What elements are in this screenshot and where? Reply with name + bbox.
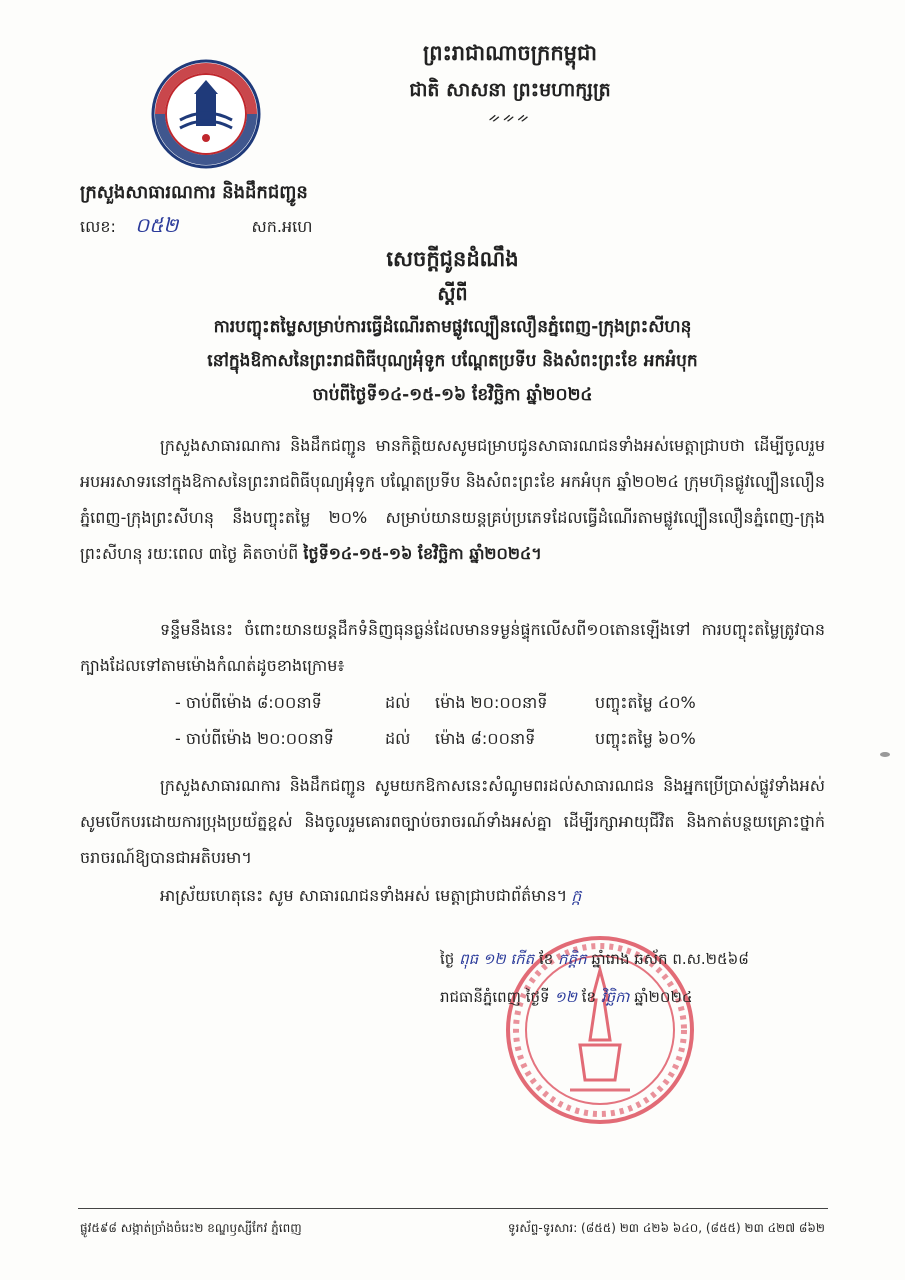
schedule-from: - ចាប់ពីម៉ោង ២០:០០នាទី: [175, 729, 334, 748]
scan-speck: [880, 752, 890, 757]
schedule-row: [175, 728, 775, 758]
ref-label: លេខ:: [80, 217, 116, 236]
footer-divider: [78, 1208, 828, 1209]
subject-line-2: នៅក្នុងឱកាសនៃព្រះរាជពិធីបុណ្យអុំទូក បណ្ដែតប្រទីប និងសំពះព្រះខែ អកអំបុក: [207, 351, 698, 371]
ministry-name: ក្រសួងសាធារណការ និងដឹកជញ្ជូន: [80, 182, 308, 203]
ministry-seal-icon: [150, 58, 262, 170]
footer-phone: ទូរស័ព្ទ-ទូរសារ: (៨៥៥) ២៣ ៤២៦ ៦៤០, (៨៥៥) ២៣ ៤២៧ ៨៦២: [507, 1221, 825, 1235]
paragraph-3-text: ក្រសួងសាធារណការ និងដឹកជញ្ជូន សូមយកឱកាសនេះសំណូមពរដល់សាធារណជន និងអ្នកប្រើប្រាស់ផ្លូវទាំងអស់ សូមបើកបរដោយការប្រុងប្រយ័ត្នខ្ពស់ និងចូលរួមគោរពច្បាប់ចរាចរណ៍ទាំងអស់គ្នា ដើម្បីរក្សាអាយុជីវិត និងកាត់បន្ថយគ្រោះថ្នាក់ចរាចរណ៍ឱ្យបានជាអតិបរមា។: [80, 776, 825, 867]
schedule-discount: បញ្ចុះតម្លៃ ៤០%: [595, 693, 696, 712]
lunar-date-line: [440, 950, 820, 972]
ref-code: សក.អហេ: [251, 217, 313, 236]
solar-month-label: ខែ: [581, 988, 597, 1006]
lunar-year: ឆ្នាំរោង ឆស័ក ព.ស.២៥៦៨: [591, 950, 749, 968]
paragraph-2-text: ទន្ទឹមនឹងនេះ ចំពោះយានយន្តដឹកទំនិញធុនធ្ងន់ដែលមានទម្ងន់ផ្ទុកលើសពី១០តោនឡើងទៅ ការបញ្ចុះតម្លៃត្រូវបានក្បាងដែលទៅតាមម៉ោងកំណត់ដូចខាងក្រោម៖: [80, 620, 825, 675]
ref-number: ០៥២: [134, 213, 179, 237]
schedule-to: ម៉ោង ៨:០០នាទី: [435, 729, 536, 748]
lunar-month-label: ខែ: [538, 950, 554, 968]
lunar-day-handwritten: ពុធ ១២ កើត: [459, 950, 535, 968]
paragraph-1: [80, 428, 825, 572]
schedule-to-label: ដល់: [385, 693, 411, 712]
subject-line-1: ការបញ្ចុះតម្លៃសម្រាប់ការធ្វើដំណើរតាមផ្លូវល្បឿនលឿនភ្នំពេញ-ក្រុងព្រះសីហនុ: [213, 317, 692, 337]
paragraph-1-text: ក្រសួងសាធារណការ និងដឹកជញ្ជូន មានកិត្តិយសសូមជម្រាបជូនសាធារណជនទាំងអស់មេត្តាជ្រាបថា ដើម្បីចូលរួមអបអរសាទរនៅក្នុងឱកាសនៃព្រះរាជពិធីបុណ្យអុំទូក បណ្ដែតប្រទីប និងសំពះព្រះខែ អកអំបុក ឆ្នាំ២០២៤ ក្រុមហ៊ុនផ្លូវល្បឿនលឿនភ្នំពេញ-ក្រុងព្រះសីហនុ នឹងបញ្ចុះតម្លៃ ២០% សម្រាប់យានយន្តគ្រប់ប្រភេទដែលធ្វើដំណើរតាមផ្លូវល្បឿនលឿនភ្នំពេញ-ក្រុងព្រះសីហនុ រយៈពេល ៣ថ្ងៃ គិតចាប់ពី: [80, 436, 825, 563]
initial-mark: ក្ក: [571, 886, 582, 905]
paragraph-1-dates: ថ្ងៃទី១៤-១៥-១៦ ខែវិច្ឆិកា ឆ្នាំ២០២៤។: [303, 544, 542, 563]
lunar-date-prefix: ថ្ងៃ: [440, 950, 455, 968]
closing-sentence: [160, 885, 581, 909]
subject-line-3: ចាប់ពីថ្ងៃទី១៤-១៥-១៦ ខែវិច្ឆិកា ឆ្នាំ២០២៤: [312, 385, 593, 405]
kingdom-title: ព្រះរាជាណាចក្រកម្ពុជា: [422, 41, 597, 65]
notice-about: ស្ដីពី: [437, 283, 468, 305]
schedule-row: [175, 692, 775, 722]
lunar-month-handwritten: កត្តិក: [558, 950, 587, 968]
solar-day-handwritten: ១២: [554, 988, 578, 1006]
notice-title: សេចក្ដីជូនដំណឹង: [386, 247, 519, 271]
solar-date-line: [440, 988, 820, 1010]
schedule-to-label: ដល់: [385, 729, 411, 748]
footer-address: ផ្លូវ៥៩៨ សង្កាត់ច្រាំងចំរេះ២ ខណ្ឌឫស្សីកែវ ភ្នំពេញ: [80, 1221, 302, 1235]
ornament-divider: ᨀᨀᨀ: [488, 108, 532, 126]
solar-year: ឆ្នាំ២០២៤: [634, 988, 693, 1006]
schedule-to: ម៉ោង ២០:០០នាទី: [435, 693, 548, 712]
paragraph-3: [80, 768, 825, 876]
closing-text: អាស្រ័យហេតុនេះ សូម សាធារណជនទាំងអស់ មេត្តាជ្រាបជាព័ត៌មាន។: [160, 886, 568, 905]
national-motto: ជាតិ សាសនា ព្រះមហាក្សត្រ: [409, 79, 611, 101]
schedule-discount: បញ្ចុះតម្លៃ ៦០%: [595, 729, 696, 748]
schedule-from: - ចាប់ពីម៉ោង ៨:០០នាទី: [175, 693, 322, 712]
paragraph-2: [80, 612, 825, 684]
solar-month-handwritten: វិច្ឆិកា: [600, 988, 630, 1006]
solar-date-prefix: រាជធានីភ្នំពេញ ថ្ងៃទី: [440, 988, 550, 1006]
reference-line: [80, 212, 312, 242]
